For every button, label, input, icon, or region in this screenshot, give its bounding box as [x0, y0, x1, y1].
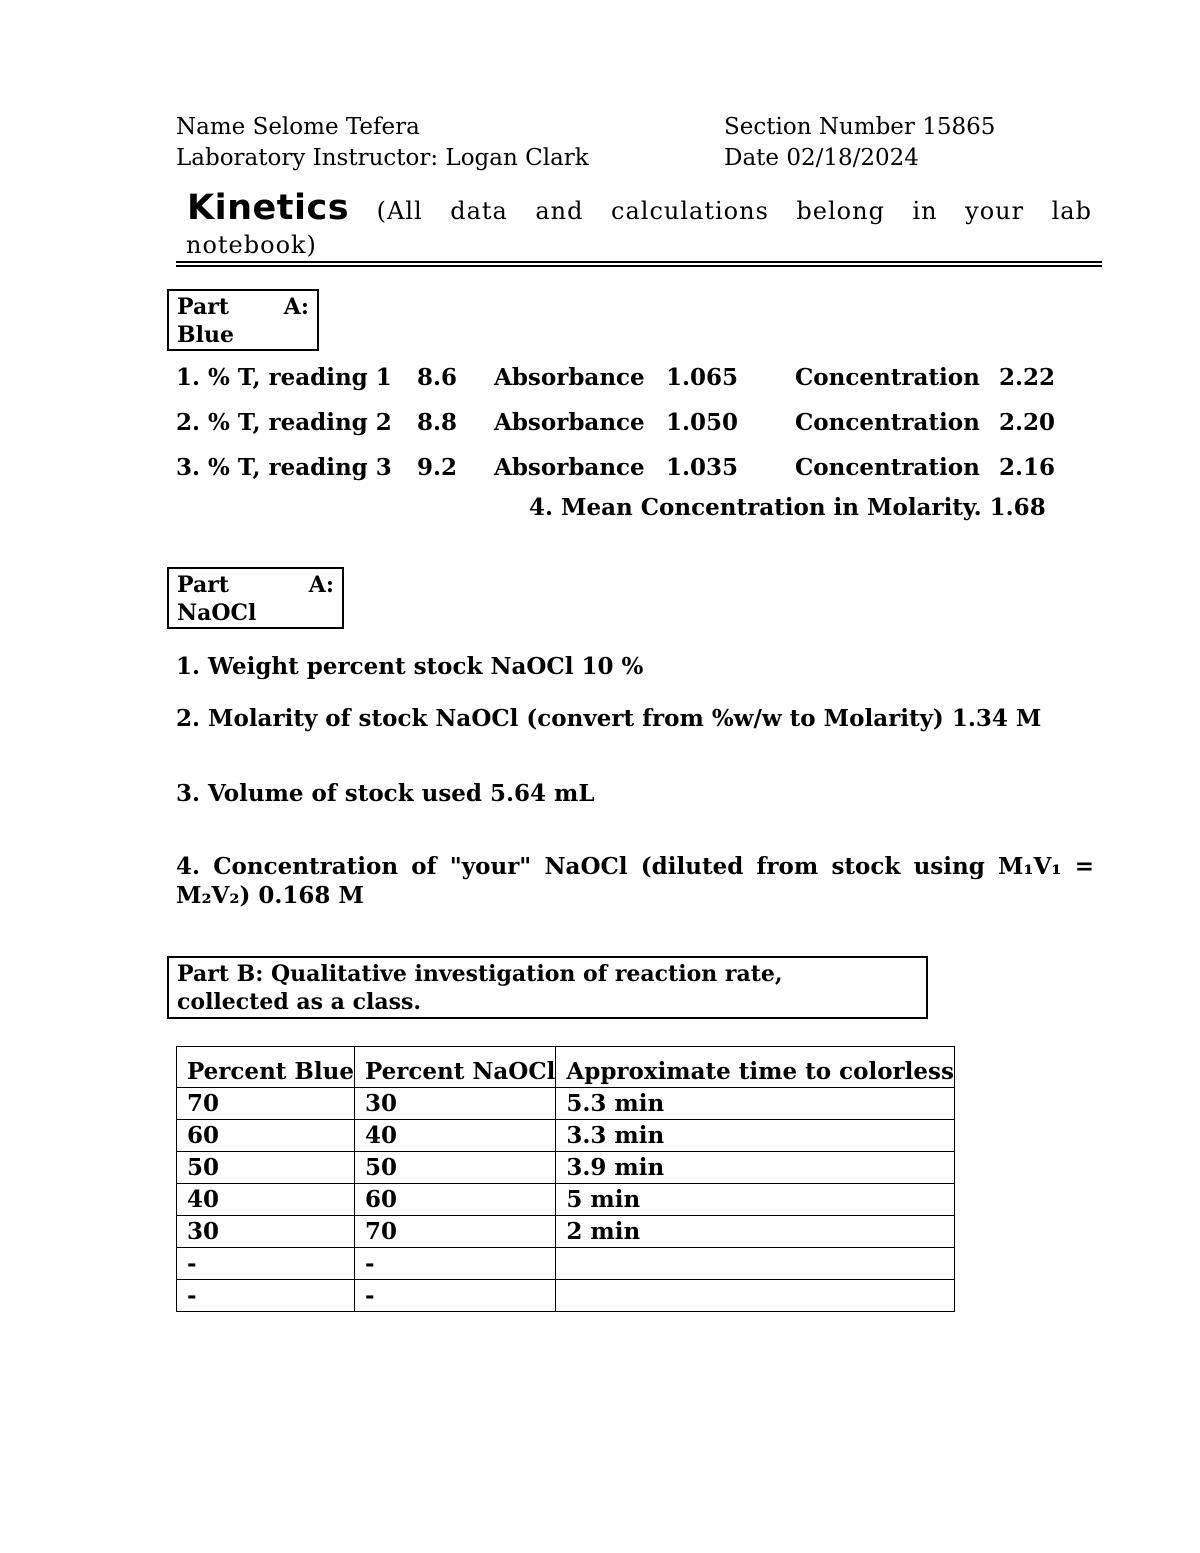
weight-percent-stock: 1. Weight percent stock NaOCl 10 %: [176, 653, 644, 680]
title-rule-top: [176, 261, 1102, 263]
transmittance-value: 9.2: [417, 454, 458, 481]
table-row: [177, 1184, 955, 1216]
box-word: Part: [177, 572, 229, 598]
volume-stock-used: 3. Volume of stock used 5.64 mL: [176, 780, 595, 807]
cell-time: 5 min: [556, 1184, 955, 1216]
concentration-label: Concentration: [795, 454, 980, 481]
concentration-value: 2.16: [999, 454, 1056, 481]
q4-word: of: [411, 853, 437, 880]
part-a-blue-heading: [167, 289, 319, 351]
q4-word: from: [756, 853, 819, 880]
q4-word: (diluted: [640, 853, 744, 880]
box-word: Blue: [177, 322, 234, 348]
title-word: lab: [1051, 197, 1092, 225]
q4-word: 4.: [176, 853, 201, 880]
concentration-value: 2.22: [999, 364, 1056, 391]
title-subtitle-cont: notebook): [186, 231, 317, 259]
report-date: Date 02/18/2024: [724, 145, 919, 171]
section-number: Section Number 15865: [724, 114, 996, 140]
concentration-value: 2.20: [999, 409, 1056, 436]
cell-percent-blue: -: [177, 1248, 355, 1280]
concentration-label: Concentration: [795, 409, 980, 436]
table-row: [177, 1152, 955, 1184]
cell-time: 3.3 min: [556, 1120, 955, 1152]
diluted-concentration-cont: M₂V₂) 0.168 M: [176, 882, 364, 909]
title-word: belong: [796, 197, 885, 225]
cell-percent-blue: 70: [177, 1088, 355, 1120]
cell-percent-naocl: 60: [354, 1184, 555, 1216]
cell-percent-naocl: 70: [354, 1216, 555, 1248]
title-rule-bottom: [176, 265, 1102, 267]
reading-label: 3. % T, reading 3: [176, 454, 392, 481]
cell-percent-blue: -: [177, 1280, 355, 1312]
table-row: [177, 1216, 955, 1248]
title-word: and: [535, 197, 584, 225]
absorbance-value: 1.065: [666, 364, 739, 391]
molarity-stock: 2. Molarity of stock NaOCl (convert from %w/w to Molarity) 1.34 M: [176, 705, 1042, 732]
part-b-heading: [167, 956, 928, 1019]
absorbance-label: Absorbance: [494, 409, 645, 436]
document-title: [187, 188, 1092, 228]
part-b-heading-line: collected as a class.: [177, 989, 422, 1015]
header-percent-naocl: Percent NaOCl: [354, 1047, 555, 1088]
box-word: A:: [308, 572, 334, 598]
mean-concentration: 4. Mean Concentration in Molarity. 1.68: [529, 494, 1046, 521]
absorbance-label: Absorbance: [494, 454, 645, 481]
title-word: your: [965, 197, 1025, 225]
table-header-row: [177, 1047, 955, 1088]
lab-instructor: Laboratory Instructor: Logan Clark: [176, 145, 589, 171]
cell-time: [556, 1280, 955, 1312]
q4-word: Concentration: [213, 853, 399, 880]
cell-time: 5.3 min: [556, 1088, 955, 1120]
q4-word: =: [1074, 853, 1094, 880]
q4-word: stock: [831, 853, 901, 880]
table-row: [177, 1088, 955, 1120]
table-row: [177, 1280, 955, 1312]
cell-percent-naocl: -: [354, 1248, 555, 1280]
header-percent-blue: Percent Blue: [177, 1047, 355, 1088]
cell-percent-naocl: 40: [354, 1120, 555, 1152]
cell-percent-blue: 40: [177, 1184, 355, 1216]
q4-word: M₁V₁: [998, 853, 1062, 880]
title-word: calculations: [611, 197, 769, 225]
cell-percent-naocl: 30: [354, 1088, 555, 1120]
cell-time: [556, 1248, 955, 1280]
cell-percent-blue: 60: [177, 1120, 355, 1152]
absorbance-value: 1.050: [666, 409, 739, 436]
cell-time: 2 min: [556, 1216, 955, 1248]
table-row: [177, 1120, 955, 1152]
reaction-rate-table: [176, 1046, 955, 1312]
box-word: Part: [177, 294, 229, 320]
title-word: in: [912, 197, 938, 225]
title-word: (All: [376, 197, 423, 225]
cell-percent-blue: 50: [177, 1152, 355, 1184]
student-name: Name Selome Tefera: [176, 114, 420, 140]
title-main: Kinetics: [187, 188, 350, 228]
cell-percent-naocl: -: [354, 1280, 555, 1312]
q4-word: using: [913, 853, 985, 880]
concentration-label: Concentration: [795, 364, 980, 391]
box-word: A:: [283, 294, 309, 320]
transmittance-value: 8.8: [417, 409, 458, 436]
box-word: NaOCl: [177, 600, 257, 626]
cell-percent-naocl: 50: [354, 1152, 555, 1184]
cell-time: 3.9 min: [556, 1152, 955, 1184]
q4-word: "your": [449, 853, 532, 880]
diluted-concentration: [176, 853, 1094, 880]
absorbance-label: Absorbance: [494, 364, 645, 391]
part-a-naocl-heading: [167, 567, 344, 629]
transmittance-value: 8.6: [417, 364, 458, 391]
q4-word: NaOCl: [544, 853, 628, 880]
header-time-to-colorless: Approximate time to colorless: [556, 1047, 955, 1088]
absorbance-value: 1.035: [666, 454, 739, 481]
cell-percent-blue: 30: [177, 1216, 355, 1248]
reading-label: 1. % T, reading 1: [176, 364, 392, 391]
reading-label: 2. % T, reading 2: [176, 409, 392, 436]
table-row: [177, 1248, 955, 1280]
part-b-heading-line: Part B: Qualitative investigation of reaction rate,: [177, 961, 783, 987]
title-word: data: [450, 197, 508, 225]
